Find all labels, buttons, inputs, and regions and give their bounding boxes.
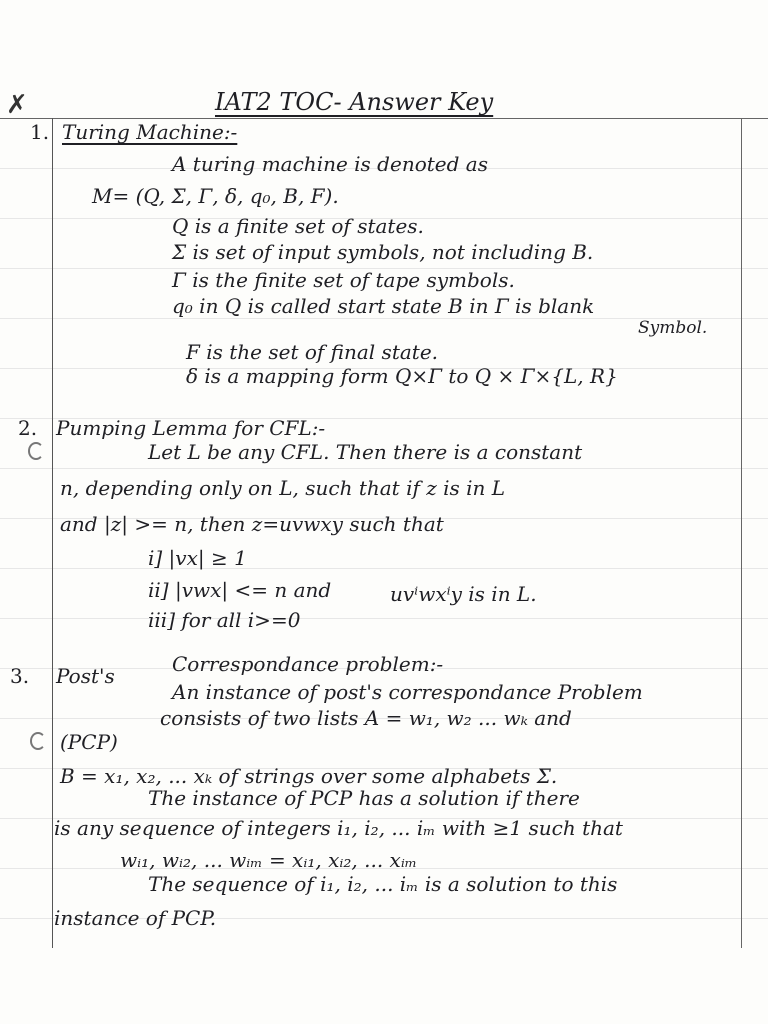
q2-line: iii] for all i>=0 bbox=[148, 608, 301, 632]
q3-line: is any sequence of integers i₁, i₂, ... iₘ with ≥1 such that bbox=[54, 816, 623, 840]
ruled-line bbox=[0, 468, 768, 469]
q3-line: (PCP) bbox=[60, 730, 118, 754]
q1-line: Σ is set of input symbols, not including B. bbox=[172, 240, 594, 264]
question-2-heading: Pumping Lemma for CFL:- bbox=[56, 416, 326, 440]
q1-line: q₀ in Q is called start state B in Γ is blank bbox=[172, 294, 595, 318]
q2-line: i] |vx| ≥ 1 bbox=[148, 546, 247, 570]
q2-line: ii] |vwx| <= n and bbox=[148, 578, 332, 602]
q3-line: An instance of post's correspondance Problem bbox=[172, 680, 643, 704]
question-1-heading: Turing Machine:- bbox=[62, 120, 238, 144]
q1-line: M= (Q, Σ, Γ, δ, q₀, B, F). bbox=[92, 184, 339, 208]
question-3-heading-cont: Correspondance problem:- bbox=[172, 652, 444, 676]
margin-circle-icon bbox=[30, 732, 46, 750]
q3-line: wᵢ₁, wᵢ₂, ... wᵢₘ = xᵢ₁, xᵢ₂, ... xᵢₘ bbox=[120, 848, 418, 872]
right-margin-line bbox=[741, 118, 742, 948]
question-1-number: 1. bbox=[30, 120, 50, 144]
q2-line: and |z| >= n, then z=uvwxy such that bbox=[60, 512, 444, 536]
q3-line: The sequence of i₁, i₂, ... iₘ is a solution to this bbox=[148, 872, 618, 896]
q1-line: Q is a finite set of states. bbox=[172, 214, 424, 238]
q1-line: F is the set of final state. bbox=[186, 340, 439, 364]
q3-line: consists of two lists A = w₁, w₂ ... wₖ and bbox=[160, 706, 572, 730]
margin-circle-icon bbox=[28, 442, 44, 460]
question-3-number: 3. bbox=[10, 664, 30, 688]
tick-mark-icon: ✗ bbox=[6, 90, 28, 120]
q3-line: B = x₁, x₂, ... xₖ of strings over some alphabets Σ. bbox=[60, 764, 558, 788]
question-3-heading: Post's bbox=[56, 664, 115, 688]
page-title: IAT2 TOC- Answer Key bbox=[215, 88, 494, 116]
top-rule bbox=[0, 118, 768, 119]
q1-line: A turing machine is denoted as bbox=[172, 152, 488, 176]
q1-line: δ is a mapping form Q×Γ to Q × Γ×{L, R} bbox=[186, 364, 618, 388]
q2-line: uvⁱwxⁱy is in L. bbox=[390, 582, 537, 606]
q1-line: Symbol. bbox=[638, 318, 708, 338]
q3-line: The instance of PCP has a solution if there bbox=[148, 786, 580, 810]
q3-line: instance of PCP. bbox=[54, 906, 217, 930]
ruled-line bbox=[0, 568, 768, 569]
q1-line: Γ is the finite set of tape symbols. bbox=[172, 268, 515, 292]
question-2-number: 2. bbox=[18, 416, 38, 440]
q2-line: Let L be any CFL. Then there is a constant bbox=[148, 440, 583, 464]
left-margin-line bbox=[52, 118, 53, 948]
ruled-line bbox=[0, 618, 768, 619]
q2-line: n, depending only on L, such that if z is in L bbox=[60, 476, 506, 500]
